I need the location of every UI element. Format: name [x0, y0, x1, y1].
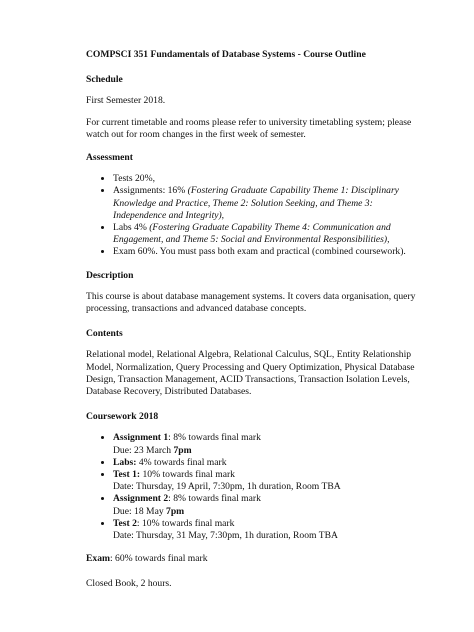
document-title: COMPSCI 351 Fundamentals of Database Systems - Course Outline: [86, 49, 366, 60]
assessment-note: (Fostering Graduate Capability Theme 1: Disciplinary Knowledge and Practice, Theme 2: Solution Seeking, and Theme 3: Independence and Integrity),: [113, 185, 399, 221]
schedule-heading: Schedule: [86, 74, 123, 86]
list-item: [113, 469, 416, 493]
list-item: [113, 518, 416, 542]
contents-text: Relational model, Relational Algebra, Relational Calculus, SQL, Entity Relationship Model, Normalization, Query Processing and Query Optimization, Physical Database Design, Transaction Management, ACID Transactions, Transaction Isolation Levels, Database Recovery, Distributed Databases.: [86, 349, 415, 398]
due-time: 7pm: [166, 505, 185, 517]
list-item: [113, 222, 416, 246]
assessment-text: Labs 4%: [113, 222, 150, 234]
list-item: [113, 173, 416, 185]
coursework-weight: : 8% towards final mark: [168, 432, 261, 444]
coursework-weight: 10% towards final mark: [140, 469, 235, 481]
coursework-name: Test 1:: [113, 469, 141, 481]
list-item: [113, 185, 416, 222]
coursework-date: Date: Thursday, 19 April, 7:30pm, 1h duration, Room TBA: [113, 481, 341, 493]
assessment-text: Exam 60%. You must pass both exam and practical (combined coursework).: [113, 246, 406, 258]
exam-weight: : 60% towards final mark: [109, 553, 208, 565]
assessment-text: Assignments: 16%: [113, 185, 188, 197]
due-text: Due: 18 May: [113, 505, 167, 517]
schedule-semester: First Semester 2018.: [86, 95, 166, 107]
coursework-name: Test 2: [113, 517, 137, 529]
contents-heading: Contents: [86, 328, 123, 340]
coursework-due: [113, 445, 416, 457]
assessment-heading: Assessment: [86, 152, 133, 164]
coursework-weight: : 10% towards final mark: [136, 517, 235, 529]
assessment-list: [86, 173, 416, 258]
coursework-name: Labs:: [113, 456, 137, 468]
list-item: [113, 493, 416, 517]
coursework-name: Assignment 2: [113, 493, 169, 505]
assessment-text: Tests 20%,: [113, 173, 155, 185]
list-item: [113, 432, 416, 456]
description-text: This course is about database management systems. It covers data organisation, query processing, transactions and advanced database concepts.: [86, 290, 416, 315]
description-heading: Description: [86, 269, 134, 281]
coursework-due: [113, 506, 416, 518]
due-time: 7pm: [173, 444, 192, 456]
coursework-date: Date: Thursday, 31 May, 7:30pm, 1h duration, Room TBA: [113, 530, 338, 542]
due-text: Due: 23 March: [113, 444, 174, 456]
exam-label: Exam: [86, 553, 110, 565]
coursework-heading: Coursework 2018: [86, 411, 159, 423]
exam-line: [86, 553, 416, 565]
coursework-list: [86, 432, 416, 542]
coursework-weight: 4% towards final mark: [136, 456, 227, 468]
course-outline: [86, 49, 416, 599]
assessment-note: (Fostering Graduate Capability Theme 4: Communication and Engagement, and Theme 5: Social and Environmental Responsibilities),: [113, 222, 391, 246]
exam-note: Closed Book, 2 hours.: [86, 577, 172, 589]
list-item: [113, 246, 416, 258]
coursework-name: Assignment 1: [113, 432, 169, 444]
list-item: [113, 457, 416, 469]
coursework-weight: : 8% towards final mark: [168, 493, 261, 505]
schedule-note: For current timetable and rooms please refer to university timetabling system; please watch out for room changes in the first week of semester.: [86, 116, 412, 140]
